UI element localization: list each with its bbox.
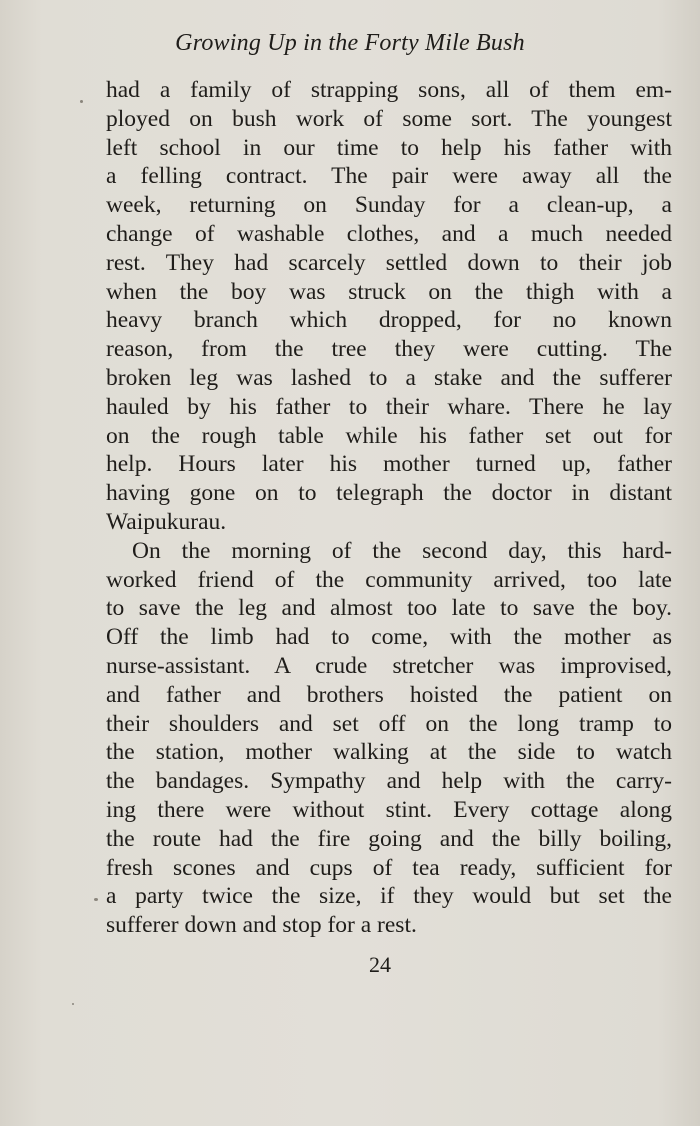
text-line: hauled by his father to their whare. There he lay — [106, 393, 672, 420]
text-line: ployed on bush work of some sort. The youngest — [106, 105, 672, 132]
text-line: their shoulders and set off on the long tramp to — [106, 710, 672, 737]
text-line: having gone on to telegraph the doctor in distant — [106, 480, 672, 507]
text-line: fresh scones and cups of tea ready, sufficient for — [106, 854, 672, 881]
text-line: nurse-assistant. A crude stretcher was improvised, — [106, 652, 672, 679]
text-line: to save the leg and almost too late to save the boy. — [106, 595, 672, 622]
text-line: had a family of strapping sons, all of them em- — [106, 77, 672, 103]
paper-speck — [94, 898, 98, 901]
text-line: a felling contract. The pair were away all the — [106, 163, 672, 190]
text-line: the bandages. Sympathy and help with the carry- — [106, 768, 672, 795]
text-line: the station, mother walking at the side to watch — [106, 739, 672, 766]
text-line: sufferer down and stop for a rest. — [106, 912, 417, 939]
text-line: On the morning of the second day, this hard- — [132, 537, 672, 564]
paragraph — [106, 76, 672, 537]
text-line: left school in our time to help his father with — [106, 134, 672, 161]
text-line: broken leg was lashed to a stake and the sufferer — [106, 364, 672, 391]
text-line: help. Hours later his mother turned up, father — [106, 451, 672, 478]
body-text — [106, 76, 672, 940]
text-line: on the rough table while his father set out for — [106, 422, 672, 449]
text-line: when the boy was struck on the thigh with a — [106, 278, 672, 305]
text-line: reason, from the tree they were cutting. The — [106, 336, 672, 363]
text-line: the route had the fire going and the billy boiling, — [106, 825, 672, 852]
running-head: Growing Up in the Forty Mile Bush — [175, 30, 525, 56]
text-line: Off the limb had to come, with the mother as — [106, 624, 672, 651]
paragraph — [106, 537, 672, 940]
text-line: change of washable clothes, and a much needed — [106, 220, 672, 247]
text-line: heavy branch which dropped, for no known — [106, 307, 672, 334]
paper-speck — [80, 100, 83, 103]
page-number: 24 — [369, 952, 391, 977]
text-line: rest. They had scarcely settled down to their job — [106, 249, 672, 276]
text-line: ing there were without stint. Every cottage along — [106, 796, 672, 823]
paper-speck — [72, 1003, 74, 1005]
text-line: Waipukurau. — [106, 508, 227, 535]
text-line: worked friend of the community arrived, too late — [106, 566, 672, 593]
text-line: and father and brothers hoisted the patient on — [106, 681, 672, 708]
text-line: week, returning on Sunday for a clean-up, a — [106, 192, 672, 219]
text-line: a party twice the size, if they would but set the — [106, 883, 672, 910]
